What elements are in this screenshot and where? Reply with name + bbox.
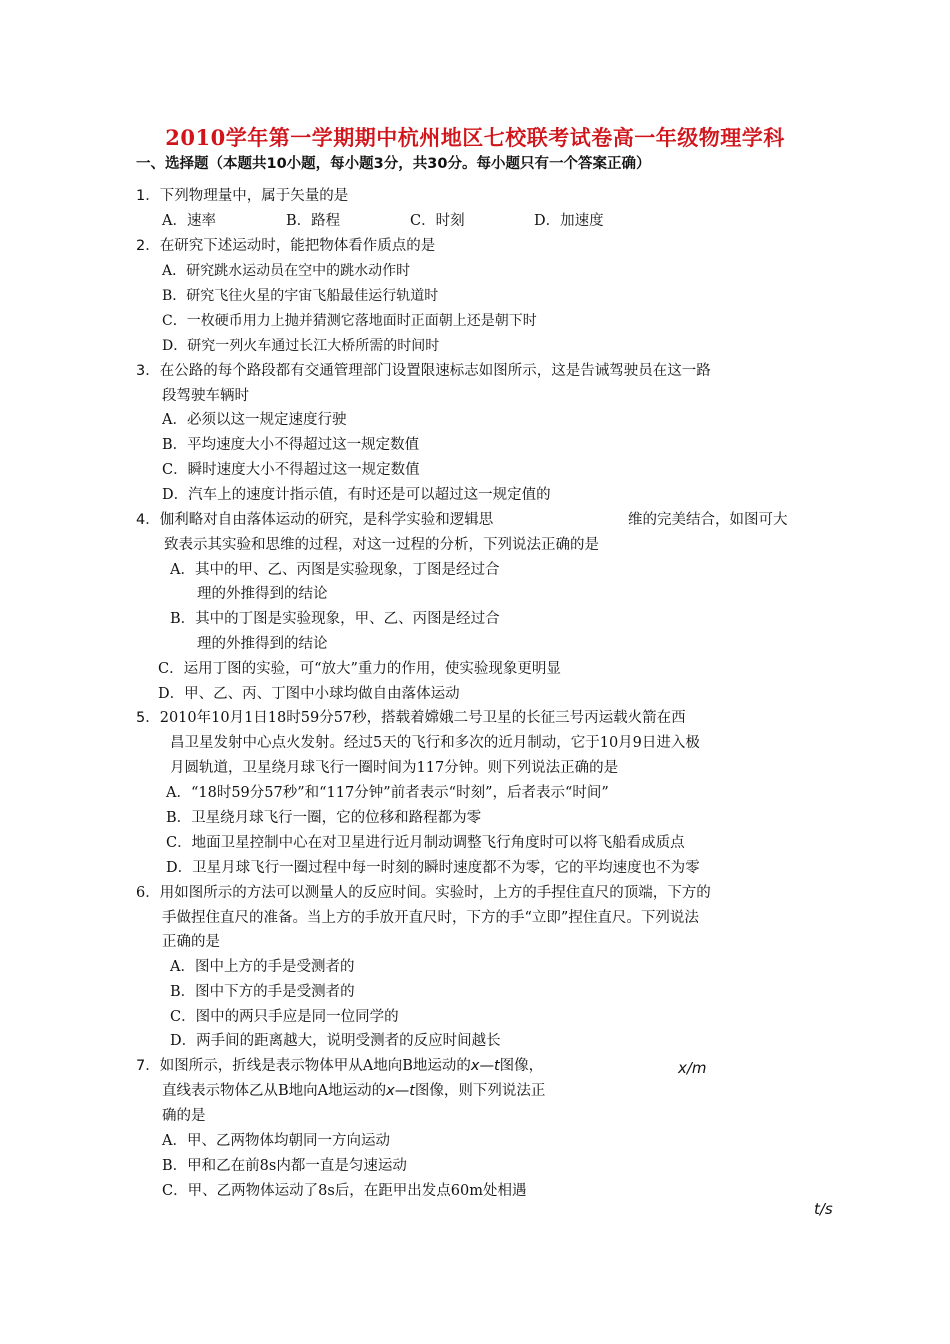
question-text: 在研究下述运动时，能把物体看作质点的是 (159, 238, 436, 254)
option-d: D．加速度 (534, 213, 604, 229)
question-1-stem (136, 186, 348, 206)
option-c: C．瞬时速度大小不得超过这一规定数值 (162, 462, 420, 478)
question-5-stem-cont: 昌卫星发射中心点火发射。经过5天的飞行和多次的近月制动，它于10月9日进入极 (170, 735, 700, 751)
option-b-cont: 理的外推得到的结论 (197, 636, 328, 652)
option-b: B．甲和乙在前8s内都一直是匀速运动 (162, 1158, 407, 1174)
page-title: 2010学年第一学期期中杭州地区七校联考试卷高一年级物理学科 (165, 125, 785, 150)
question-text: 直线表示物体乙从B地向A地运动的 (162, 1083, 387, 1099)
option-d: D．两手间的距离越大，说明受测者的反应时间越长 (170, 1033, 501, 1049)
question-2-stem (136, 236, 435, 256)
question-6-stem-cont: 正确的是 (162, 934, 220, 950)
question-text: 在公路的每个路段都有交通管理部门设置限速标志如图所示，这是告诫驾驶员在这一路 (159, 363, 711, 379)
option-d: D．甲、乙、丙、丁图中小球均做自由落体运动 (158, 686, 460, 702)
question-number: 4． (136, 512, 160, 528)
option-a: A．图中上方的手是受测者的 (170, 959, 355, 975)
option-a: A．其中的甲、乙、丙图是实验现象，丁图是经过合 (170, 562, 500, 578)
question-5-stem (136, 708, 686, 728)
question-6-stem-cont: 手做捏住直尺的准备。当上方的手放开直尺时，下方的手“立即”捏住直尺。下列说法 (162, 910, 699, 926)
option-c: C．一枚硬币用力上抛并猜测它落地面时正面朝上还是朝下时 (162, 313, 537, 329)
question-7-stem-cont: 确的是 (162, 1108, 206, 1124)
question-3-stem (136, 361, 711, 381)
question-4-stem-cont: 致表示其实验和思维的过程，对这一过程的分析，下列说法正确的是 (164, 537, 599, 553)
graph-y-axis-label: x/m (678, 1059, 707, 1077)
question-text: 用如图所示的方法可以测量人的反应时间。实验时，上方的手捏住直尺的顶端，下方的 (159, 885, 711, 901)
question-text: 伽利略对自由落体运动的研究，是科学实验和逻辑思 (159, 512, 494, 528)
option-b: B．卫星绕月球飞行一圈，它的位移和路程都为零 (166, 810, 482, 826)
question-text: 如图所示，折线是表示物体甲从A地向B地运动的 (159, 1058, 471, 1074)
option-c: C．运用丁图的实验，可“放大”重力的作用，使实验现象更明显 (158, 661, 561, 677)
question-number: 2． (136, 238, 160, 254)
option-c: C．时刻 (410, 213, 465, 229)
option-a: A．必须以这一规定速度行驶 (162, 412, 347, 428)
option-d: D．研究一列火车通过长江大桥所需的时间时 (162, 338, 440, 354)
question-text: 2010年10月1日18时59分57秒，搭载着嫦娥二号卫星的长征三号丙运载火箭在西 (159, 710, 686, 726)
question-7-stem (136, 1056, 543, 1076)
option-c: C．甲、乙两物体运动了8s后，在距甲出发点60m处相遇 (162, 1183, 527, 1199)
option-a: A．甲、乙两物体均朝同一方向运动 (162, 1133, 390, 1149)
section-heading: 一、选择题（本题共10小题，每小题3分，共30分。每小题只有一个答案正确） (136, 156, 651, 172)
question-number: 7． (136, 1058, 160, 1074)
xt-symbol: x—t (386, 1083, 415, 1099)
option-c: C．图中的两只手应是同一位同学的 (170, 1009, 399, 1025)
option-b: B．图中下方的手是受测者的 (170, 984, 355, 1000)
question-number: 1． (136, 188, 160, 204)
option-b: B．研究飞往火星的宇宙飞船最佳运行轨道时 (162, 288, 439, 304)
option-b: B．路程 (286, 213, 341, 229)
question-1-options (162, 211, 604, 231)
question-5-stem-cont: 月圆轨道，卫星绕月球飞行一圈时间为117分钟。则下列说法正确的是 (170, 760, 619, 776)
option-c: C．地面卫星控制中心在对卫星进行近月制动调整飞行角度时可以将飞船看成质点 (166, 835, 685, 851)
option-a-cont: 理的外推得到的结论 (197, 586, 328, 602)
question-3-stem-cont: 段驾驶车辆时 (162, 388, 249, 404)
question-number: 6． (136, 885, 160, 901)
graph-x-axis-label: t/s (814, 1200, 833, 1218)
xt-symbol: x—t (470, 1058, 500, 1074)
option-a: A．速率 (162, 213, 216, 229)
question-number: 5． (136, 710, 160, 726)
question-text: 下列物理量中，属于矢量的是 (159, 188, 349, 204)
question-7-stem-cont (162, 1081, 545, 1101)
question-6-stem (136, 883, 711, 903)
option-d: D．汽车上的速度计指示值，有时还是可以超过这一规定值的 (162, 487, 551, 503)
question-text: 图像， (499, 1058, 544, 1074)
option-b: B．平均速度大小不得超过这一规定数值 (162, 437, 420, 453)
option-d: D．卫星月球飞行一圈过程中每一时刻的瞬时速度都不为零，它的平均速度也不为零 (166, 860, 700, 876)
question-number: 3． (136, 363, 160, 379)
option-a: A．研究跳水运动员在空中的跳水动作时 (162, 263, 411, 279)
question-4-stem (136, 510, 493, 530)
question-text: 图像，则下列说法正 (414, 1083, 546, 1099)
option-b: B．其中的丁图是实验现象，甲、乙、丙图是经过合 (170, 611, 500, 627)
question-4-stem-right: 维的完美结合，如图可大 (628, 512, 788, 528)
option-a: A．“18时59分57秒”和“117分钟”前者表示“时刻”，后者表示“时间” (166, 785, 609, 801)
